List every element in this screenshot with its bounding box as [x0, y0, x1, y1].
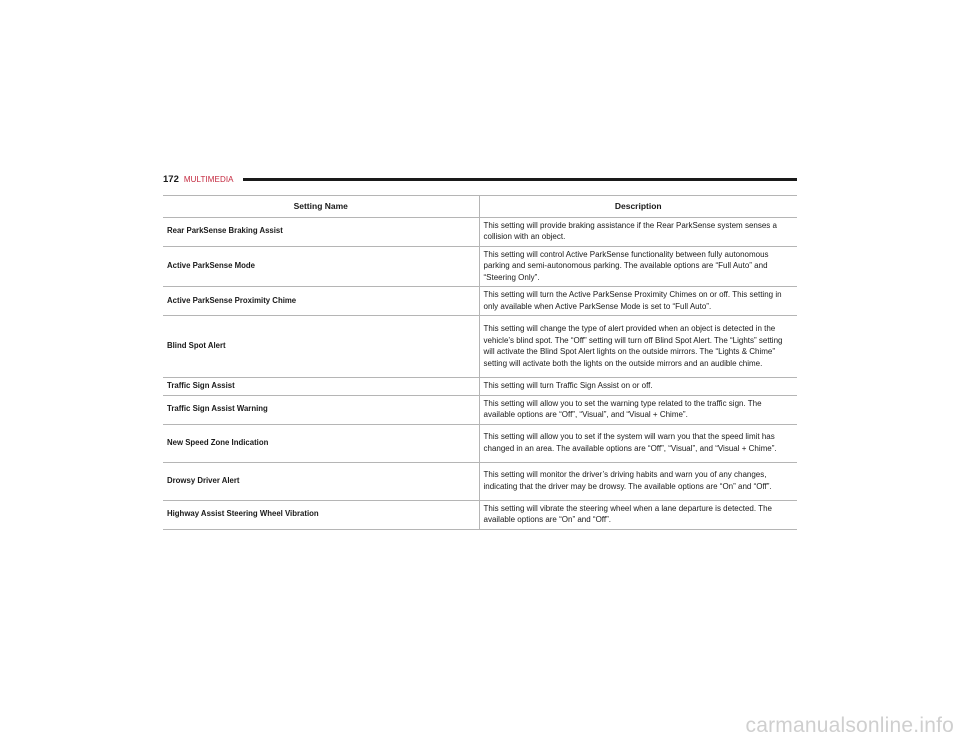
settings-table: [163, 195, 797, 530]
table-row: [163, 378, 797, 396]
setting-description-cell: This setting will turn Traffic Sign Assist on or off.: [479, 378, 797, 396]
setting-description-cell: This setting will monitor the driver’s driving habits and warn you of any changes, indicating that the driver may be drowsy. The available options are “On” and “Off”.: [479, 462, 797, 500]
setting-description-cell: This setting will allow you to set the warning type related to the traffic sign. The available options are “Off”, “Visual”, and “Visual + Chime”.: [479, 395, 797, 424]
setting-name-cell: Active ParkSense Mode: [163, 246, 479, 287]
section-title: MULTIMEDIA: [183, 174, 234, 184]
setting-description-cell: This setting will turn the Active ParkSense Proximity Chimes on or off. This setting in only available when Active ParkSense Mode is set to “Full Auto”.: [479, 287, 797, 316]
setting-name-cell: Highway Assist Steering Wheel Vibration: [163, 500, 479, 529]
column-header-setting-name: Setting Name: [163, 196, 479, 218]
page-header: [163, 172, 797, 186]
setting-description-cell: This setting will change the type of alert provided when an object is detected in the vehicle’s blind spot. The “Off” setting will turn off Blind Spot Alert. The “Lights” setting will activate the Blind Spot Alert lights on the outside mirrors. The “Lights & Chime” setting will activate both the lights on the outside mirrors and an audible chime.: [479, 316, 797, 378]
table-row: [163, 500, 797, 529]
table-row: [163, 316, 797, 378]
setting-description-cell: This setting will allow you to set if the system will warn you that the speed limit has changed in an area. The available options are “Off”, “Visual”, and “Visual + Chime”.: [479, 424, 797, 462]
setting-name-cell: Traffic Sign Assist: [163, 378, 479, 396]
table-row: [163, 462, 797, 500]
setting-name-cell: Traffic Sign Assist Warning: [163, 395, 479, 424]
table-row: [163, 395, 797, 424]
setting-name-cell: Rear ParkSense Braking Assist: [163, 217, 479, 246]
column-header-description: Description: [479, 196, 797, 218]
setting-name-cell: New Speed Zone Indication: [163, 424, 479, 462]
header-rule: [243, 178, 797, 181]
table-row: [163, 287, 797, 316]
setting-description-cell: This setting will vibrate the steering wheel when a lane departure is detected. The available options are “On” and “Off”.: [479, 500, 797, 529]
setting-description-cell: This setting will provide braking assistance if the Rear ParkSense system senses a collision with an object.: [479, 217, 797, 246]
setting-name-cell: Drowsy Driver Alert: [163, 462, 479, 500]
page-number: 172: [163, 173, 179, 185]
setting-name-cell: Blind Spot Alert: [163, 316, 479, 378]
setting-name-cell: Active ParkSense Proximity Chime: [163, 287, 479, 316]
table-row: [163, 246, 797, 287]
setting-description-cell: This setting will control Active ParkSense functionality between fully autonomous parking and semi-autonomous parking. The available options are “Full Auto” and “Steering Only”.: [479, 246, 797, 287]
watermark: carmanualsonline.info: [745, 714, 954, 737]
table-row: [163, 217, 797, 246]
table-row: [163, 424, 797, 462]
table-header-row: [163, 196, 797, 218]
